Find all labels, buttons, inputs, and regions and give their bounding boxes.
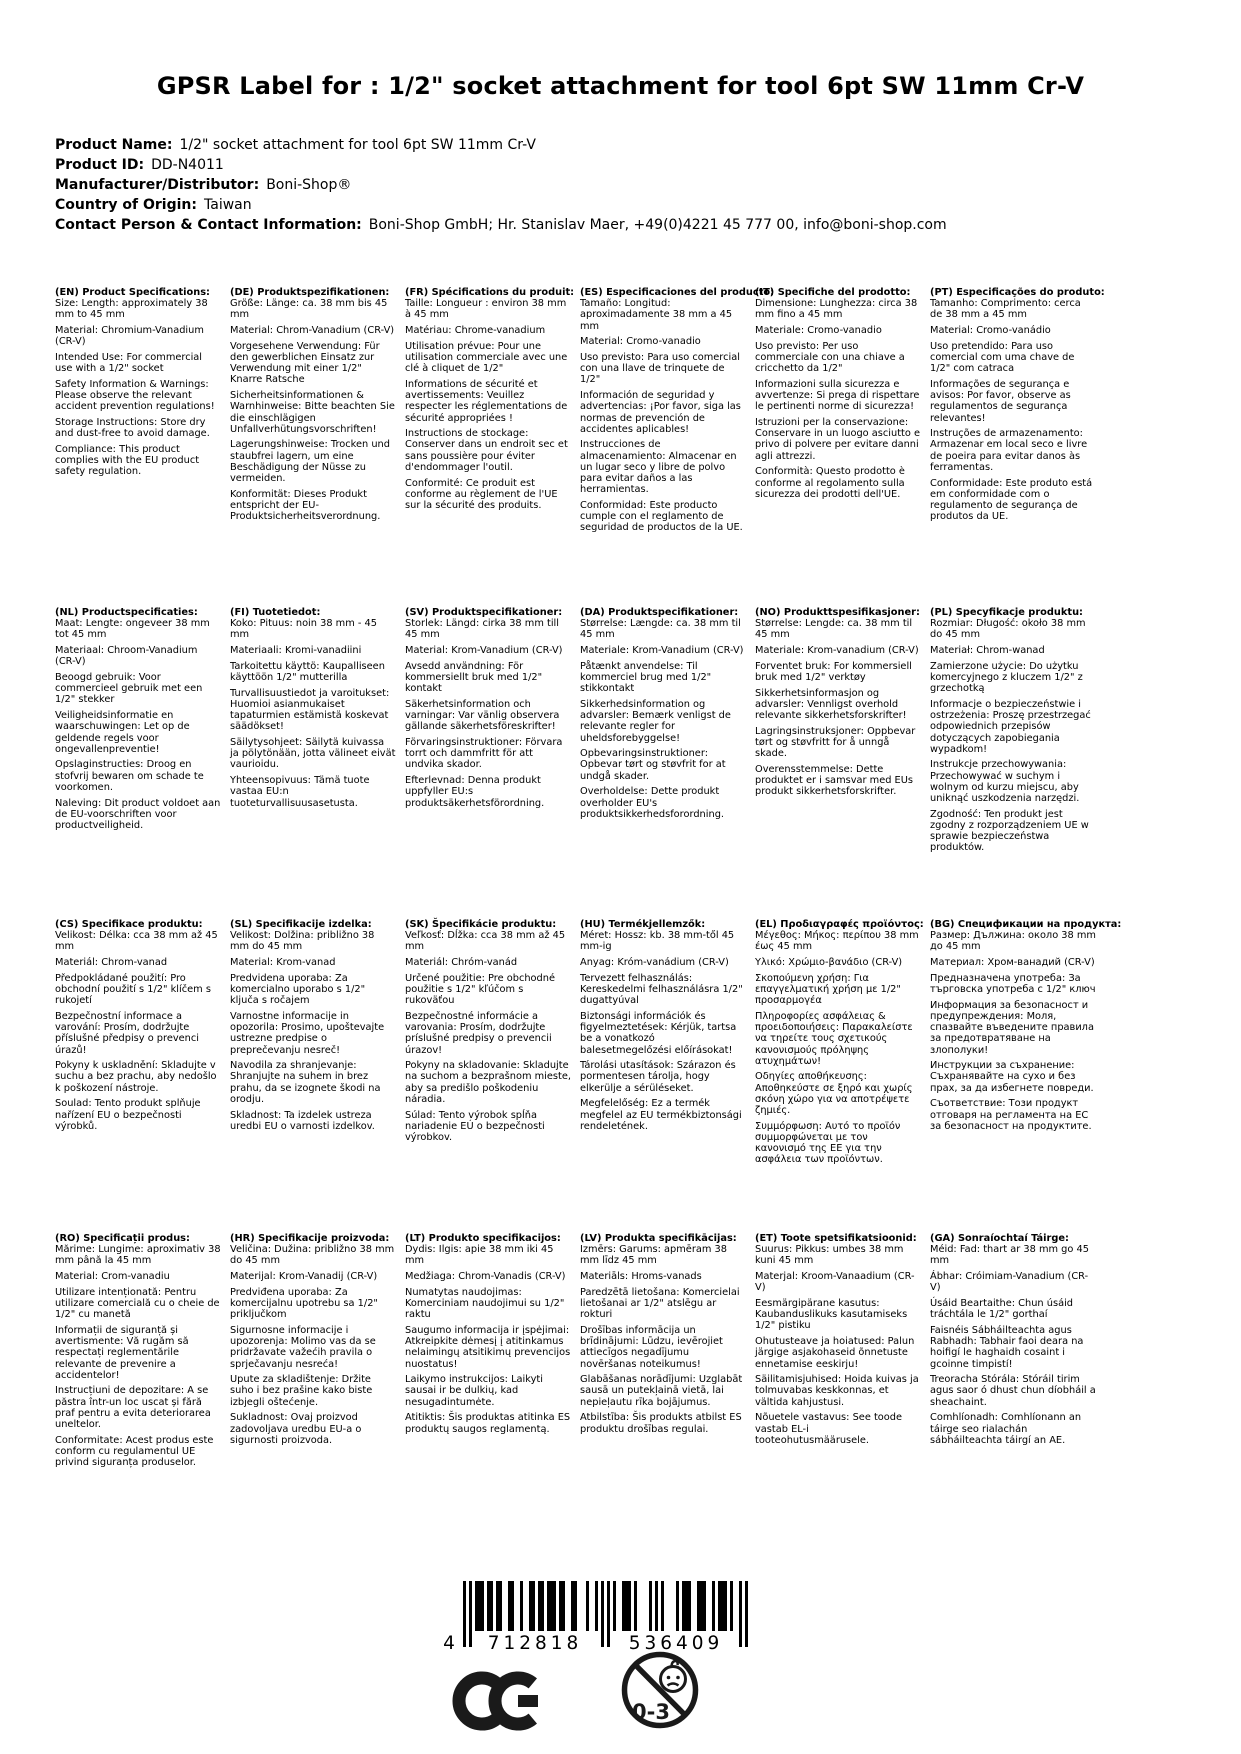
block-paragraph: Πληροφορίες ασφάλειας & προειδοποιήσεις: Παρακαλείστε να τηρείτε τους σχετικούς κανονισμούς πρόληψης ατυχημάτων! bbox=[755, 1010, 913, 1067]
block-paragraph: Informacje o bezpieczeństwie i ostrzeżenia: Proszę przestrzegać odpowiednich przepisów dotyczących zapobiegania wypadkom! bbox=[930, 698, 1091, 755]
lang-block-fi bbox=[230, 607, 396, 919]
block-paragraph: Lagerungshinweise: Trocken und staubfrei lagern, um eine Beschädigung der Nüsse zu vermeiden. bbox=[230, 439, 390, 485]
lang-block-ga bbox=[930, 1233, 1096, 1473]
lang-block-bg bbox=[930, 919, 1122, 1233]
block-paragraph: Materiál: Chróm-vanád bbox=[405, 957, 518, 969]
lang-block-es bbox=[580, 287, 775, 607]
block-paragraph: Suurus: Pikkus: umbes 38 mm kuni 45 mm bbox=[755, 1244, 904, 1267]
block-paragraph: Sikkerhedsinformation og advarsler: Bemærk venligst de relevante regler for uheldsforebyggelse! bbox=[580, 698, 731, 744]
block-paragraph: Bezpečnostné informácie a varovania: Prosím, dodržujte príslušné predpisy o prevencii úrazov! bbox=[405, 1010, 552, 1056]
block-paragraph: Velikost: Dolžina: približno 38 mm do 45 mm bbox=[230, 930, 375, 953]
lang-block-en bbox=[55, 287, 221, 607]
block-paragraph: Veľkosť: Dĺžka: cca 38 mm až 45 mm bbox=[405, 930, 566, 953]
lang-block-de bbox=[230, 287, 396, 607]
block-paragraph: Méret: Hossz: kb. 38 mm-től 45 mm-ig bbox=[580, 930, 735, 953]
page-title: GPSR Label for : 1/2" socket attachment for tool 6pt SW 11mm Cr-V bbox=[156, 72, 1085, 101]
product-info-value: Boni-Shop GmbH; Hr. Stanislav Maer, +49(0)4221 45 777 00, info@boni-shop.com bbox=[368, 217, 947, 233]
block-paragraph: Upute za skladištenje: Držite suho i bez prašine kako biste izbjegli oštećenje. bbox=[230, 1374, 373, 1408]
block-paragraph: Navodila za shranjevanje: Shranjujte na suhem in brez prahu, da se izognete škodi na orodju. bbox=[230, 1060, 381, 1105]
block-paragraph: Materiaal: Chroom-Vanadium (CR-V) bbox=[55, 645, 198, 668]
block-heading: (PL) Specyfikacje produktu: bbox=[930, 607, 1083, 618]
block-paragraph: Информация за безопасност и предупреждения: Моля, спазвайте въведените правила за предотвратяване на злополуки! bbox=[930, 999, 1094, 1056]
block-heading: (NL) Productspecificaties: bbox=[55, 607, 198, 618]
block-paragraph: Materiāls: Hroms-vanads bbox=[580, 1271, 702, 1283]
block-paragraph: Dimensione: Lunghezza: circa 38 mm fino a 45 mm bbox=[755, 298, 918, 321]
age-warning-0-3-icon bbox=[618, 1648, 702, 1736]
barcode-left-group: 712818 bbox=[487, 1633, 583, 1654]
block-paragraph: Material: Chromium-Vanadium (CR-V) bbox=[55, 325, 204, 348]
block-paragraph: Predvidena uporaba: Za komercialno uporabo s 1/2" ključa s ročajem bbox=[230, 972, 366, 1007]
barcode-left-digit: 4 bbox=[443, 1633, 455, 1654]
block-paragraph: Glabāšanas norādījumi: Uzglabāt sausā un putekļainā vietā, lai nepieļautu rīka bojājumus. bbox=[580, 1374, 743, 1408]
block-paragraph: Bezpečnostní informace a varování: Prosím, dodržujte příslušné předpisy o prevenci úrazů! bbox=[55, 1010, 200, 1056]
lang-block-lv bbox=[580, 1233, 746, 1473]
block-paragraph: Zgodność: Ten produkt jest zgodny z rozporządzeniem UE w sprawie bezpieczeństwa produktów. bbox=[930, 808, 1089, 854]
language-blocks-grid bbox=[55, 287, 1122, 1473]
block-paragraph: Yhteensopivuus: Tämä tuote vastaa EU:n tuoteturvallisuusasetusta. bbox=[230, 775, 370, 809]
product-info-label: Product ID: bbox=[55, 157, 145, 173]
block-paragraph: Size: Length: approximately 38 mm to 45 mm bbox=[55, 298, 208, 321]
age-warning-label: 0-3 bbox=[632, 1700, 670, 1724]
block-paragraph: Zamierzone użycie: Do użytku komercyjnego z kluczem 1/2" z grzechotką bbox=[930, 660, 1083, 695]
block-paragraph: Efterlevnad: Denna produkt uppfyller EU:s produktsäkerhetsförordning. bbox=[405, 775, 545, 809]
block-paragraph: Vorgesehene Verwendung: Für den gewerblichen Einsatz zur Verwendung mit einer 1/2" Knarre Ratsche bbox=[230, 340, 380, 386]
block-paragraph: Utilizare intenționată: Pentru utilizare comercială cu o cheie de 1/2" cu manetă bbox=[55, 1286, 220, 1321]
block-paragraph: Material: Krom-vanad bbox=[230, 957, 336, 969]
baby-face-icon bbox=[661, 1667, 686, 1692]
block-paragraph: Opslaginstructies: Droog en stofvrij bewaren om schade te voorkomen. bbox=[55, 759, 204, 793]
block-paragraph: Sukladnost: Ovaj proizvod zadovoljava uredbu EU-a o sigurnosti proizvoda. bbox=[230, 1412, 362, 1446]
block-paragraph: Συμμόρφωση: Αυτό το προϊόν συμμορφώνεται με τον κανονισμό της ΕΕ για την ασφάλεια των προϊόντων. bbox=[755, 1120, 901, 1166]
block-paragraph: Lagringsinstruksjoner: Oppbevar tørt og støvfritt for å unngå skade. bbox=[755, 725, 916, 760]
lang-block-pt bbox=[930, 287, 1105, 607]
block-paragraph: Инструкции за съхранение: Съхранявайте на сухо и без прах, за да избегнете повреди. bbox=[930, 1060, 1094, 1094]
block-heading: (HR) Specifikacije proizvoda: bbox=[230, 1233, 390, 1244]
block-paragraph: Forventet bruk: For kommersiell bruk med 1/2" verktøy bbox=[755, 660, 912, 684]
block-heading: (PT) Especificações do produto: bbox=[930, 287, 1105, 298]
block-paragraph: Conformidad: Este producto cumple con el reglamento de seguridad de productos de la UE. bbox=[580, 499, 743, 534]
product-info-row bbox=[55, 218, 1201, 233]
block-heading: (FR) Spécifications du produit: bbox=[405, 287, 575, 298]
block-paragraph: Megfelelőség: Ez a termék megfelel az EU termékbiztonsági rendeletének. bbox=[580, 1098, 742, 1132]
block-heading: (BG) Спецификации на продукта: bbox=[930, 919, 1122, 930]
block-paragraph: Pokyny k uskladnění: Skladujte v suchu a bez prachu, aby nedošlo k poškození nástroje. bbox=[55, 1060, 217, 1094]
block-paragraph: Numatytas naudojimas: Komerciniam naudojimui su 1/2" raktu bbox=[405, 1286, 565, 1321]
block-paragraph: Atbilstība: Šis produkts atbilst ES produktu drošības regulai. bbox=[580, 1412, 742, 1435]
block-paragraph: Turvallisuustiedot ja varoitukset: Huomioi asianmukaiset tapaturmien estämistä koskevat säädökset! bbox=[230, 687, 390, 733]
block-paragraph: Μέγεθος: Μήκος: περίπου 38 mm έως 45 mm bbox=[755, 930, 919, 953]
block-paragraph: Størrelse: Lengde: ca. 38 mm til 45 mm bbox=[755, 618, 913, 641]
block-paragraph: Tárolási utasítások: Szárazon és pormentesen tárolja, hogy elkerülje a sérüléseket. bbox=[580, 1060, 736, 1094]
block-paragraph: Dydis: Ilgis: apie 38 mm iki 45 mm bbox=[405, 1244, 554, 1267]
block-paragraph: Úsáid Beartaithe: Chun úsáid tráchtála le 1/2" gorthaí bbox=[930, 1298, 1074, 1321]
block-paragraph: Rozmiar: Długość: około 38 mm do 45 mm bbox=[930, 618, 1086, 641]
block-heading: (SV) Produktspecifikationer: bbox=[405, 607, 563, 618]
block-paragraph: Overensstemmelse: Dette produktet er i samsvar med EUs produkt sikkerhetsforskrifter. bbox=[755, 763, 914, 798]
block-paragraph: Varnostne informacije in opozorila: Prosimo, upoštevajte ustrezne predpise o preprečevanju nesreč! bbox=[230, 1010, 385, 1056]
block-paragraph: Informações de segurança e avisos: Por favor, observe as regulamentos de segurança relevantes! bbox=[930, 378, 1071, 424]
product-info-label: Country of Origin: bbox=[55, 197, 197, 213]
block-paragraph: Säilytysohjeet: Säilytä kuivassa ja pölytönään, jotta välineet eivät vaurioidu. bbox=[230, 737, 396, 771]
block-paragraph: Größe: Länge: ca. 38 mm bis 45 mm bbox=[230, 298, 388, 321]
block-paragraph: Saugumo informacija ir įspėjimai: Atkreipkite dėmesį į atitinkamus nelaimingų atsitikimų prevencijos nuostatus! bbox=[405, 1324, 571, 1370]
block-paragraph: Съответствие: Този продукт отговаря на регламента на ЕС за безопасност на продуктите. bbox=[930, 1098, 1092, 1132]
lang-block-hr bbox=[230, 1233, 396, 1473]
block-paragraph: Veličina: Dužina: približno 38 mm do 45 mm bbox=[230, 1244, 395, 1267]
ean13-barcode bbox=[437, 1581, 751, 1655]
block-paragraph: Compliance: This product complies with the EU product safety regulation. bbox=[55, 443, 200, 478]
block-heading: (SL) Specifikacije izdelka: bbox=[230, 919, 372, 930]
block-paragraph: Instruções de armazenamento: Armazenar em local seco e livre de poeira para evitar danos às ferramentas. bbox=[930, 428, 1088, 473]
block-heading: (RO) Specificații produs: bbox=[55, 1233, 190, 1244]
block-paragraph: Materiale: Krom-Vanadium (CR-V) bbox=[580, 645, 744, 657]
block-heading: (FI) Tuotetiedot: bbox=[230, 607, 321, 618]
block-heading: (LV) Produkta specifikācijas: bbox=[580, 1233, 737, 1244]
block-paragraph: Materjal: Kroom-Vanaadium (CR-V) bbox=[755, 1271, 915, 1294]
block-paragraph: Méid: Fad: thart ar 38 mm go 45 mm bbox=[930, 1244, 1089, 1267]
block-paragraph: Conformità: Questo prodotto è conforme al regolamento sulla sicurezza dei prodotti dell'UE. bbox=[755, 466, 905, 500]
block-paragraph: Tamanho: Comprimento: cerca de 38 mm a 45 mm bbox=[930, 298, 1081, 321]
block-paragraph: Förvaringsinstruktioner: Förvara torrt och dammfritt för att undvika skador. bbox=[405, 737, 563, 771]
lang-block-cs bbox=[55, 919, 221, 1233]
block-paragraph: Instrucțiuni de depozitare: A se păstra într-un loc uscat și fără praf pentru a evita deteriorarea uneltelor. bbox=[55, 1385, 211, 1431]
lang-block-da bbox=[580, 607, 746, 919]
block-paragraph: Soulad: Tento produkt splňuje nařízení EU o bezpečnosti výrobků. bbox=[55, 1098, 201, 1132]
block-paragraph: Nõuetele vastavus: See toode vastab EL-i tooteohutusmäärusele. bbox=[755, 1412, 903, 1446]
block-paragraph: Sikkerhetsinformasjon og advarsler: Vennligst overhold relevante sikkerhetsforskrifter! bbox=[755, 687, 907, 722]
product-info-row bbox=[55, 198, 1201, 213]
block-paragraph: Veiligheidsinformatie en waarschuwingen: Let op de geldende regels voor ongevallenpreventie! bbox=[55, 710, 190, 755]
block-paragraph: Konformität: Dieses Produkt entspricht der EU-Produktsicherheitsverordnung. bbox=[230, 488, 381, 523]
lang-block-lt bbox=[405, 1233, 571, 1473]
block-paragraph: Koko: Pituus: noin 38 mm - 45 mm bbox=[230, 618, 378, 641]
block-paragraph: Medžiaga: Chrom-Vanadis (CR-V) bbox=[405, 1271, 566, 1283]
product-info bbox=[55, 138, 1201, 238]
block-paragraph: Comhlíonadh: Comhlíonann an táirge seo rialachán sábháilteachta táirgí an AE. bbox=[930, 1412, 1082, 1446]
block-paragraph: Eesmärgipärane kasutus: Kaubanduslikuks kasutamiseks 1/2" pistiku bbox=[755, 1298, 908, 1332]
block-paragraph: Uso previsto: Para uso comercial con una llave de trinquete de 1/2" bbox=[580, 352, 740, 386]
block-heading: (SK) Špecifikácie produktu: bbox=[405, 919, 557, 930]
lang-block-hu bbox=[580, 919, 746, 1233]
lang-block-sk bbox=[405, 919, 571, 1233]
block-paragraph: Material: Cromo-vanádio bbox=[930, 325, 1051, 337]
block-paragraph: Размер: Дължина: около 38 mm до 45 mm bbox=[930, 930, 1096, 953]
block-paragraph: Informazioni sulla sicurezza e avvertenze: Si prega di rispettare le pertinenti norme di sicurezza! bbox=[755, 378, 920, 413]
block-heading: (IT) Specifiche del prodotto: bbox=[755, 287, 911, 298]
block-paragraph: Tarkoitettu käyttö: Kaupalliseen käyttöön 1/2" mutterilla bbox=[230, 660, 385, 684]
ce-mark-icon bbox=[452, 1663, 544, 1743]
block-paragraph: Izmērs: Garums: apmēram 38 mm līdz 45 mm bbox=[580, 1244, 727, 1267]
block-paragraph: Σκοπούμενη χρήση: Για επαγγελματική χρήση με 1/2" προσαρμογέα bbox=[755, 972, 901, 1007]
block-paragraph: Conformitate: Acest produs este conform cu regulamentul UE privind siguranța produselor. bbox=[55, 1434, 214, 1469]
product-info-value: Taiwan bbox=[204, 197, 252, 213]
block-paragraph: Materiaali: Kromi-vanadiini bbox=[230, 645, 362, 657]
block-paragraph: Laikymo instrukcijos: Laikyti sausai ir be dulkių, kad nesugadintumėte. bbox=[405, 1374, 543, 1408]
block-paragraph: Safety Information & Warnings: Please observe the relevant accident prevention regulations! bbox=[55, 378, 215, 413]
block-paragraph: Informations de sécurité et avertissements: Veuillez respecter les réglementations de sécurité appropriées ! bbox=[405, 378, 568, 424]
block-paragraph: Storlek: Längd: cirka 38 mm till 45 mm bbox=[405, 618, 559, 641]
block-paragraph: Materiał: Chrom-wanad bbox=[930, 645, 1045, 657]
block-paragraph: Avsedd användning: För kommersiellt bruk med 1/2" kontakt bbox=[405, 660, 543, 695]
block-heading: (CS) Specifikace produktu: bbox=[55, 919, 203, 930]
block-paragraph: Faisnéis Sábháilteachta agus Rabhadh: Tabhair faoi deara na hoifigí le haghaidh cosaint i gcoinne timpistí! bbox=[930, 1324, 1084, 1370]
block-paragraph: Maat: Lengte: ongeveer 38 mm tot 45 mm bbox=[55, 618, 210, 641]
block-paragraph: Naleving: Dit product voldoet aan de EU-voorschriften voor productveiligheid. bbox=[55, 797, 221, 831]
block-paragraph: Instrukcje przechowywania: Przechowywać w suchym i wolnym od kurzu miejscu, aby uniknąć uszkodzenia narzędzi. bbox=[930, 759, 1080, 805]
block-paragraph: Størrelse: Længde: ca. 38 mm til 45 mm bbox=[580, 618, 741, 641]
block-paragraph: Velikost: Délka: cca 38 mm až 45 mm bbox=[55, 930, 218, 953]
product-info-value: 1/2" socket attachment for tool 6pt SW 11mm Cr-V bbox=[179, 137, 536, 153]
lang-block-et bbox=[755, 1233, 921, 1473]
block-paragraph: Tamaño: Longitud: aproximadamente 38 mm a 45 mm bbox=[580, 298, 733, 332]
block-paragraph: Istruzioni per la conservazione: Conservare in un luogo asciutto e privo di polvere per evitare danni agli attrezzi. bbox=[755, 417, 921, 462]
product-info-row bbox=[55, 178, 1201, 193]
block-heading: (NO) Produkttspesifikasjoner: bbox=[755, 607, 920, 618]
block-paragraph: Sigurnosne informacije i upozorenja: Molimo vas da se pridržavate važećih pravila o sprječavanju nesreća! bbox=[230, 1324, 376, 1370]
lang-block-it bbox=[755, 287, 921, 607]
block-paragraph: Informații de siguranță și avertismente: Vă rugăm să respectați reglementările relevante de prevenire a accidentelor! bbox=[55, 1324, 189, 1381]
block-paragraph: Drošības informācija un brīdinājumi: Lūdzu, ievērojiet attiecīgos negadījumu novēršanas noteikumus! bbox=[580, 1324, 723, 1370]
lang-block-no bbox=[755, 607, 921, 919]
block-paragraph: Material: Chrom-Vanadium (CR-V) bbox=[230, 325, 395, 337]
product-info-label: Contact Person & Contact Information: bbox=[55, 217, 362, 233]
block-paragraph: Beoogd gebruik: Voor commercieel gebruik met een 1/2" stekker bbox=[55, 672, 203, 706]
block-heading: (LT) Produkto specifikacijos: bbox=[405, 1233, 561, 1244]
block-paragraph: Anyag: Króm-vanádium (CR-V) bbox=[580, 957, 729, 969]
block-heading: (DA) Produktspecifikationer: bbox=[580, 607, 739, 618]
block-paragraph: Mărime: Lungime: aproximativ 38 mm până la 45 mm bbox=[55, 1244, 221, 1267]
block-paragraph: Материал: Хром-ванадий (CR-V) bbox=[930, 957, 1095, 969]
block-paragraph: Skladnost: Ta izdelek ustreza uredbi EU o varnosti izdelkov. bbox=[230, 1109, 375, 1132]
block-paragraph: Intended Use: For commercial use with a 1/2" socket bbox=[55, 352, 203, 375]
block-paragraph: Material: Krom-Vanadium (CR-V) bbox=[405, 645, 563, 657]
lang-block-sl bbox=[230, 919, 396, 1233]
block-paragraph: Instructions de stockage: Conserver dans un endroit sec et sans poussière pour éviter d'endommager l'outil. bbox=[405, 428, 568, 473]
block-paragraph: Atitiktis: Šis produktas atitinka ES produktų saugos reglamentą. bbox=[405, 1412, 571, 1435]
lang-block-fr bbox=[405, 287, 575, 607]
product-info-value: DD-N4011 bbox=[151, 157, 224, 173]
block-paragraph: Treoracha Stórála: Stóráil tirim agus saor ó dhust chun díobháil a sheachaint. bbox=[930, 1374, 1096, 1408]
block-paragraph: Uso pretendido: Para uso comercial com uma chave de 1/2" com catraca bbox=[930, 340, 1075, 375]
block-paragraph: Storage Instructions: Store dry and dust-free to avoid damage. bbox=[55, 417, 210, 440]
block-paragraph: Určené použitie: Pre obchodné použitie s 1/2" kľúčom s rukoväťou bbox=[405, 972, 555, 1007]
block-paragraph: Pokyny na skladovanie: Skladujte na suchom a bezprašnom mieste, aby sa predišlo poškodeniu náradia. bbox=[405, 1060, 571, 1105]
block-paragraph: Conformité: Ce produit est conforme au règlement de l'UE sur la sécurité des produits. bbox=[405, 477, 558, 511]
block-paragraph: Uso previsto: Per uso commerciale con una chiave a cricchetto da 1/2" bbox=[755, 340, 905, 375]
block-paragraph: Material: Cromo-vanadio bbox=[580, 336, 701, 348]
lang-block-ro bbox=[55, 1233, 221, 1473]
block-paragraph: Οδηγίες αποθήκευσης: Αποθηκεύστε σε ξηρό και χωρίς σκόνη χώρο για να αποτρέψετε ζημιές. bbox=[755, 1071, 913, 1117]
block-paragraph: Utilisation prévue: Pour une utilisation commerciale avec une clé à cliquet de 1/2" bbox=[405, 340, 568, 375]
block-paragraph: Sicherheitsinformationen & Warnhinweise: Bitte beachten Sie die einschlägigen Unfallverhütungsvorschriften! bbox=[230, 390, 395, 435]
block-paragraph: Opbevaringsinstruktioner: Opbevar tørt og støvfrit for at undgå skader. bbox=[580, 748, 726, 782]
block-paragraph: Materiale: Cromo-vanadio bbox=[755, 325, 882, 337]
block-paragraph: Biztonsági információk és figyelmeztetések: Kérjük, tartsa be a vonatkozó balesetmegelőzési előírásokat! bbox=[580, 1010, 737, 1056]
product-info-row bbox=[55, 158, 1201, 173]
block-paragraph: Υλικό: Χρώμιο-βανάδιο (CR-V) bbox=[755, 957, 903, 969]
block-paragraph: Conformidade: Este produto está em conformidade com o regulamento de segurança de produtos da UE. bbox=[930, 477, 1093, 523]
block-paragraph: Matériau: Chrome-vanadium bbox=[405, 325, 546, 337]
barcode-right-group: 536409 bbox=[628, 1633, 724, 1654]
block-paragraph: Säilitamisjuhised: Hoida kuivas ja tolmuvabas keskkonnas, et vältida kahjustusi. bbox=[755, 1374, 919, 1408]
block-paragraph: Taille: Longueur : environ 38 mm à 45 mm bbox=[405, 298, 567, 321]
product-info-row bbox=[55, 138, 1201, 153]
block-paragraph: Instrucciones de almacenamiento: Almacenar en un lugar seco y libre de polvo para evitar daños a las herramientas. bbox=[580, 439, 737, 496]
block-heading: (ET) Toote spetsifikatsioonid: bbox=[755, 1233, 917, 1244]
product-info-label: Product Name: bbox=[55, 137, 173, 153]
block-heading: (GA) Sonraíochtaí Táirge: bbox=[930, 1233, 1069, 1244]
block-paragraph: Materiál: Chrom-vanad bbox=[55, 957, 168, 969]
block-paragraph: Säkerhetsinformation och varningar: Var vänlig observera gällande säkerhetsföreskrifter! bbox=[405, 698, 560, 733]
block-paragraph: Predviđena uporaba: Za komercijalnu upotrebu sa 1/2" priključkom bbox=[230, 1286, 378, 1321]
block-paragraph: Paredzētā lietošana: Komercielai lietošanai ar 1/2" atslēgu ar rokturi bbox=[580, 1286, 740, 1321]
lang-block-nl bbox=[55, 607, 221, 919]
block-heading: (ES) Especificaciones del producto: bbox=[580, 287, 775, 298]
block-paragraph: Información de seguridad y advertencias: ¡Por favor, siga las normas de prevención de accidentes aplicables! bbox=[580, 390, 741, 435]
block-paragraph: Předpokládané použití: Pro obchodní použití s 1/2" klíčem s rukojetí bbox=[55, 972, 211, 1007]
block-paragraph: Overholdelse: Dette produkt overholder EU's produktsikkerhedsforordning. bbox=[580, 786, 725, 820]
block-heading: (EN) Product Specifications: bbox=[55, 287, 210, 298]
block-paragraph: Materiale: Krom-vanadium (CR-V) bbox=[755, 645, 919, 657]
block-paragraph: Ábhar: Cróimiam-Vanadium (CR-V) bbox=[930, 1271, 1089, 1294]
block-heading: (DE) Produktspezifikationen: bbox=[230, 287, 390, 298]
lang-block-el bbox=[755, 919, 924, 1233]
block-paragraph: Tervezett felhasználás: Kereskedelmi felhasználásra 1/2" dugattyúval bbox=[580, 972, 743, 1007]
lang-block-pl bbox=[930, 607, 1096, 919]
block-paragraph: Materijal: Krom-Vanadij (CR-V) bbox=[230, 1271, 378, 1283]
lang-block-sv bbox=[405, 607, 571, 919]
block-paragraph: Предназначена употреба: За търговска употреба с 1/2" ключ bbox=[930, 972, 1096, 996]
product-info-label: Manufacturer/Distributor: bbox=[55, 177, 260, 193]
block-paragraph: Ohutusteave ja hoiatused: Palun järgige asjakohaseid õnnetuste ennetamise eeskirju! bbox=[755, 1336, 915, 1370]
block-heading: (HU) Termékjellemzők: bbox=[580, 919, 706, 930]
block-paragraph: Material: Crom-vanadiu bbox=[55, 1271, 170, 1283]
product-info-value: Boni-Shop® bbox=[266, 177, 352, 193]
block-paragraph: Súlad: Tento výrobok spĺňa nariadenie EÚ o bezpečnosti výrobkov. bbox=[405, 1109, 545, 1143]
block-heading: (EL) Προδιαγραφές προϊόντος: bbox=[755, 919, 924, 930]
block-paragraph: Påtænkt anvendelse: Til kommerciel brug med 1/2" stikkontakt bbox=[580, 660, 712, 695]
